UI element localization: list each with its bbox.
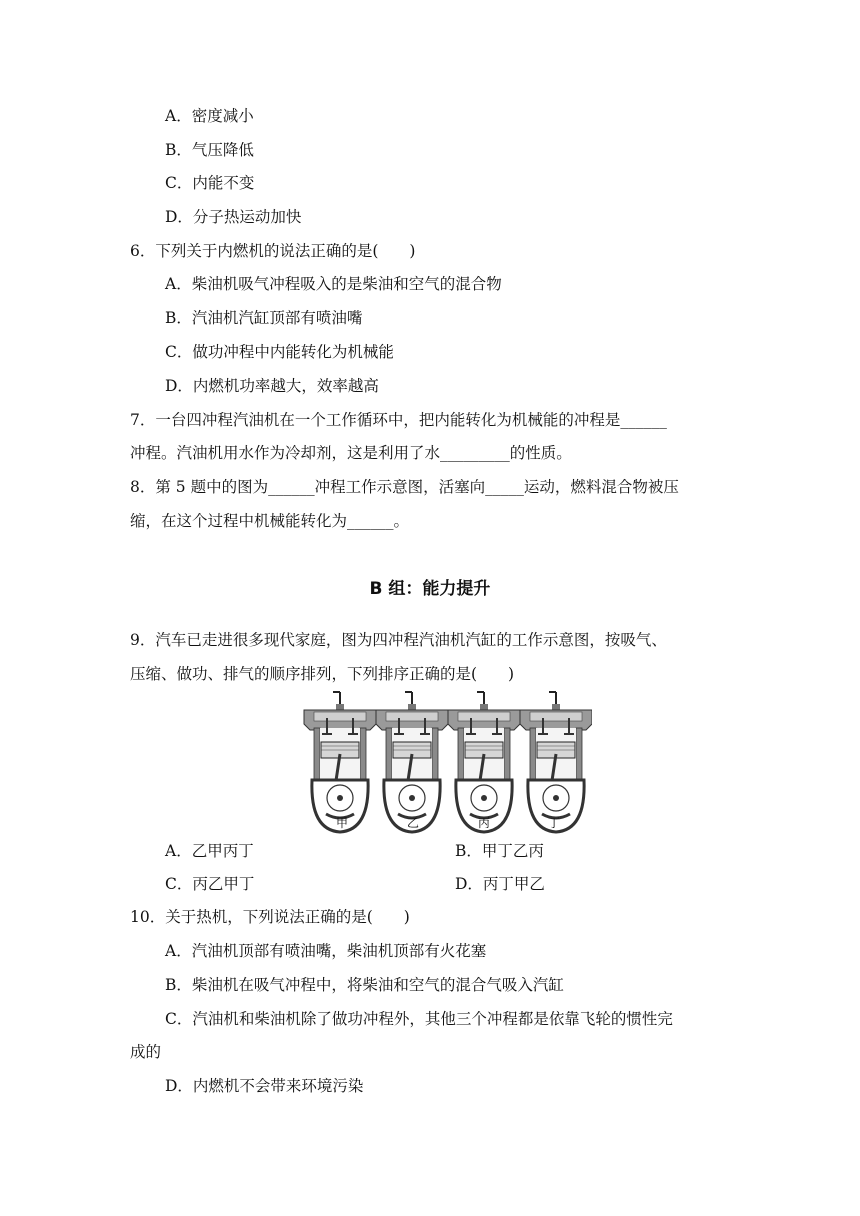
q10-option-b: B．柴油机在吸气冲程中，将柴油和空气的混合气吸入汽缸 [165,976,564,994]
q10-option-d: D．内燃机不会带来环境污染 [165,1077,364,1095]
figure-label-yi: 乙 [407,816,420,830]
q9-option-c: C．丙乙甲丁 [165,875,255,893]
q9-option-b: B．甲丁乙丙 [455,842,544,860]
figure-label-jia: 甲 [336,816,349,830]
q6-option-d: D．内燃机功率越大，效率越高 [165,377,379,395]
q10-stem: 10．关于热机，下列说法正确的是( ) [130,908,410,926]
figure-label-ding: 丁 [548,816,561,830]
q6-stem: 6．下列关于内燃机的说法正确的是( ) [130,242,416,260]
q6-option-b: B．汽油机汽缸顶部有喷油嘴 [165,309,363,327]
q5-option-a: A．密度减小 [165,107,254,125]
q9-option-d: D．丙丁甲乙 [455,875,545,893]
q7-line1: 7．一台四冲程汽油机在一个工作循环中，把内能转化为机械能的冲程是______ [130,411,667,429]
q6-option-a: A．柴油机吸气冲程吸入的是柴油和空气的混合物 [165,275,502,293]
q8-line2: 缩，在这个过程中机械能转化为______。 [130,512,410,530]
q10-option-a: A．汽油机顶部有喷油嘴，柴油机顶部有火花塞 [165,942,487,960]
q5-option-c: C．内能不变 [165,174,255,192]
q7-line2: 冲程。汽油机用水作为冷却剂，这是利用了水_________的性质。 [130,444,572,462]
q10-option-c-line2: 成的 [130,1043,162,1061]
q8-line1: 8．第 5 题中的图为______冲程工作示意图，活塞向_____运动，燃料混合物被压 [130,478,679,496]
q5-option-b: B．气压降低 [165,141,254,159]
q10-option-c-line1: C．汽油机和柴油机除了做功冲程外，其他三个冲程都是依靠飞轮的惯性完 [165,1010,673,1028]
section-heading: B 组：能力提升 [369,579,491,599]
q5-option-d: D．分子热运动加快 [165,208,302,226]
q9-line1: 9．汽车已走进很多现代家庭，图为四冲程汽油机汽缸的工作示意图，按吸气、 [130,631,667,649]
q9-line2: 压缩、做功、排气的顺序排列，下列排序正确的是( ) [130,665,515,683]
q9-option-a: A．乙甲丙丁 [165,842,254,860]
q6-option-c: C．做功冲程中内能转化为机械能 [165,343,394,361]
figure-label-bing: 丙 [478,816,491,830]
